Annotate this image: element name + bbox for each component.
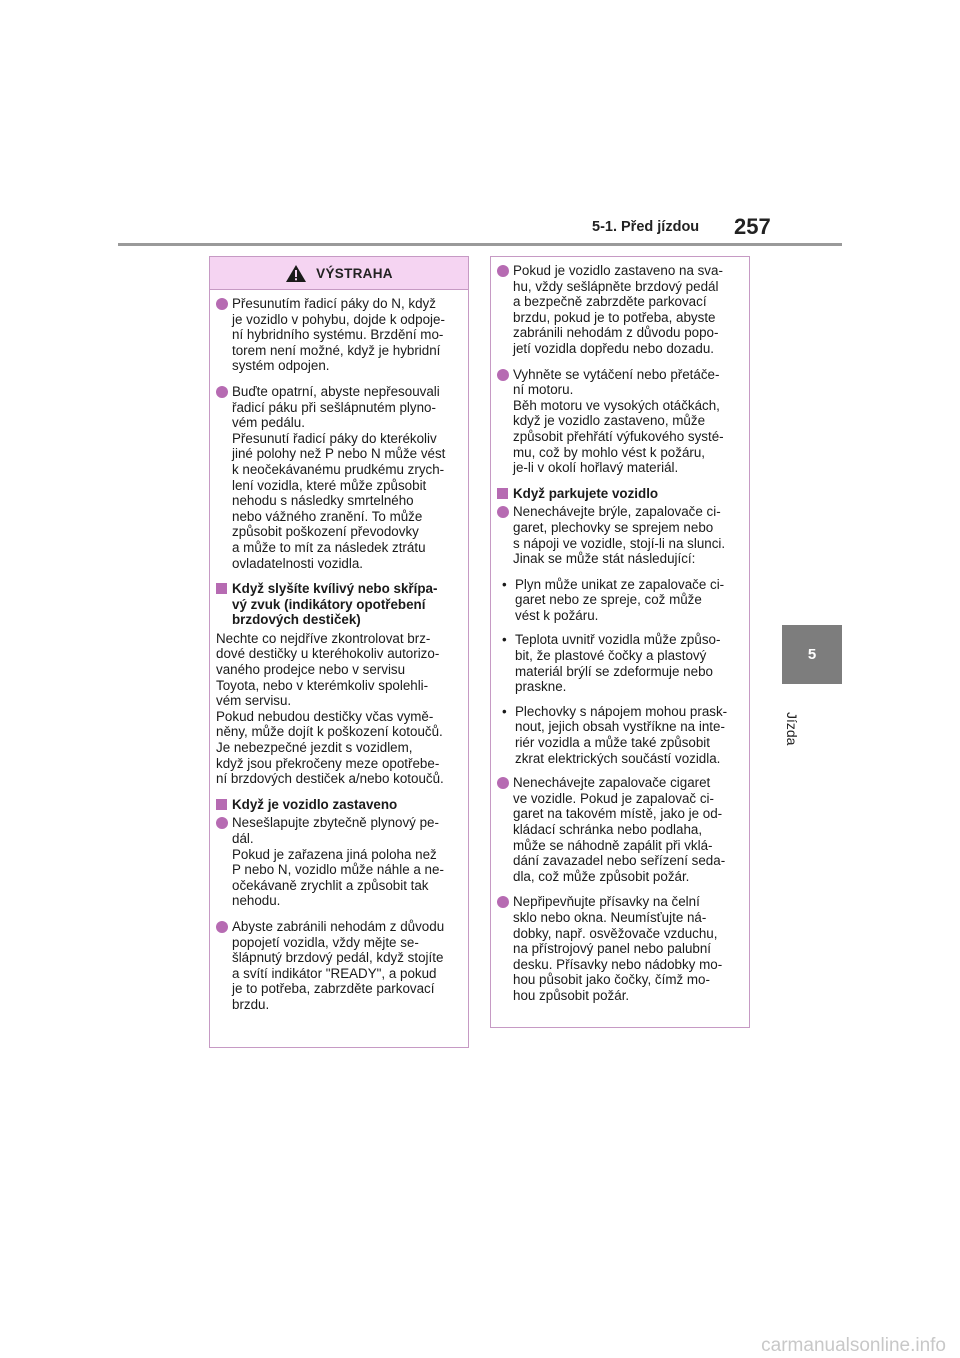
- bullet-text: Vyhněte se vytáčení nebo přetáče- ní motoru. Běh motoru ve vysokých otáčkách, když je vozidlo zastaveno, může způsobit přehřátí výfukového systé- mu, což by mohlo vést k požáru, je-li v okolí hořlavý materiál.: [513, 366, 724, 476]
- bullet-text: Nenechávejte brýle, zapalovače ci- garet, plechovky se sprejem nebo s nápoji ve vozidle, stojí-li na slunci. Jinak se může stát následující:: [513, 504, 726, 567]
- bullet-dot: [497, 777, 509, 789]
- bullet-text: Pokud je vozidlo zastaveno na sva- hu, vždy sešlápněte brzdový pedál a bezpečně zabrzděte parkovací brzdu, pokud je to potřeba, abyste zabránili nehodám z důvodu popo- jetí vozidla dopředu nebo dozadu.: [513, 263, 723, 356]
- sub-bullet-marker: •: [502, 632, 507, 648]
- header-rule: [118, 243, 842, 246]
- sub-item: [497, 632, 743, 694]
- warning-content: [210, 290, 468, 1013]
- heading-square: [216, 583, 227, 594]
- sub-bullet-marker: •: [502, 576, 507, 592]
- heading-text: Když parkujete vozidlo: [513, 485, 659, 501]
- bullet-text: Abyste zabránili nehodám z důvodu popojetí vozidla, vždy mějte se- šlápnutý brzdový pedál, když stojíte a svítí indikátor "READY", a pokud je to potřeba, zabrzděte parkovací brzdu.: [232, 918, 445, 1012]
- bullet-dot: [216, 817, 228, 829]
- bullet-dot: [497, 506, 509, 518]
- bullet-text: Buďte opatrní, abyste nepřesouvali řadicí páku při sešlápnutém plyno- vém pedálu. Přesunutí řadicí páky do kterékoliv jiné polohy než P nebo N může vést k neočekávanému prudkému zrych- lení vozidla, které může způsobit nehodu s následky smrtelného nebo vážného zranění. To může způsobit poškození převodovky a může to mít za následek ztrátu ovladatelnosti vozidla.: [232, 383, 446, 571]
- heading-square: [497, 488, 508, 499]
- sub-item-text: Plyn může unikat ze zapalovače ci- garet nebo ze spreje, což může vést k požáru.: [515, 576, 725, 623]
- section-heading: [216, 797, 462, 813]
- heading-square: [216, 799, 227, 810]
- page-number: 257: [734, 214, 771, 239]
- sub-item-text: Teplota uvnitř vozidla může způso- bit, že plastové čočky a plastový materiál brýlí se zdeformuje nebo praskne.: [515, 632, 721, 695]
- warning-header: [210, 257, 468, 290]
- paragraph: Nechte co nejdříve zkontrolovat brz- dové destičky u kteréhokoliv autorizo- vaného prodejce nebo v servisu Toyota, nebo v kterémkoliv spolehli- vém servisu. Pokud nebudou destičky včas vymě- něny, může dojít k poškození kotoučů. Je nebezpečné jezdit s vozidlem, když jsou překročeny meze opotřebe- ní brzdových destiček a/nebo kotoučů.: [216, 630, 444, 787]
- continuation-box: [490, 256, 750, 1028]
- sub-item: [497, 704, 743, 766]
- bullet-dot: [216, 386, 228, 398]
- warning-triangle-icon: [285, 264, 307, 283]
- bullet-item: [216, 815, 462, 909]
- section-heading: [216, 581, 462, 628]
- bullet-item: [216, 296, 462, 374]
- bullet-dot: [497, 265, 509, 277]
- sub-item: [497, 577, 743, 624]
- bullet-dot: [497, 369, 509, 381]
- bullet-dot: [216, 298, 228, 310]
- section-heading: [497, 486, 743, 502]
- heading-text: Když slyšíte kvílivý nebo skřípa- vý zvuk (indikátory opotřebení brzdových destiček): [232, 581, 438, 628]
- bullet-dot: [497, 896, 509, 908]
- sub-item-text: Plechovky s nápojem mohou prask- nout, jejich obsah vystříkne na inte- riér vozidla a může také způsobit zkrat elektrických součástí vozidla.: [515, 703, 728, 766]
- sub-bullet-marker: •: [502, 703, 507, 719]
- bullet-dot: [216, 921, 228, 933]
- bullet-item: [497, 263, 743, 357]
- warning-title: VÝSTRAHA: [316, 265, 393, 281]
- footer-watermark: carmanualsonline.info: [761, 1335, 946, 1356]
- bullet-item: [497, 367, 743, 476]
- bullet-item: [216, 919, 462, 1013]
- chapter-label-text: Jízda: [784, 712, 800, 746]
- bullet-text: Nenechávejte zapalovače cigaret ve vozidle. Pokud je zapalovač ci- garet na takovém místě, jako je od- kládací schránka nebo podlaha, může se náhodně zapálit při vklá- dání zavazadel nebo seřízení seda- dla, což může způsobit požár.: [513, 775, 726, 884]
- continuation-content: [491, 257, 749, 1004]
- bullet-item: [216, 384, 462, 571]
- bullet-text: Nesešlapujte zbytečně plynový pe- dál. Pokud je zařazena jiná poloha než P nebo N, vozidlo může náhle a ne- očekávaně zrychlit a způsobit tak nehodu.: [232, 815, 444, 909]
- bullet-item: [497, 894, 743, 1003]
- warning-box: [209, 256, 469, 1048]
- bullet-item: [497, 775, 743, 884]
- bullet-item: [497, 504, 743, 566]
- chapter-label: [778, 712, 808, 772]
- bullet-text: Přesunutím řadicí páky do N, když je vozidlo v pohybu, dojde k odpoje- ní hybridního systému. Brzdění mo- torem není možné, když je hybridní systém odpojen.: [232, 296, 445, 374]
- header-section-title: 5-1. Před jízdou: [592, 219, 700, 235]
- heading-text: Když je vozidlo zastaveno: [232, 796, 398, 812]
- bullet-text: Nepřipevňujte přísavky na čelní sklo nebo okna. Neumísťujte ná- dobky, např. osvěžovače vzduchu, na přístrojový panel nebo palubní desku. Přísavky nebo nádobky mo- hou působit jako čočky, čímž mo- hou způsobit požár.: [513, 894, 723, 1003]
- chapter-tab: 5: [782, 625, 842, 684]
